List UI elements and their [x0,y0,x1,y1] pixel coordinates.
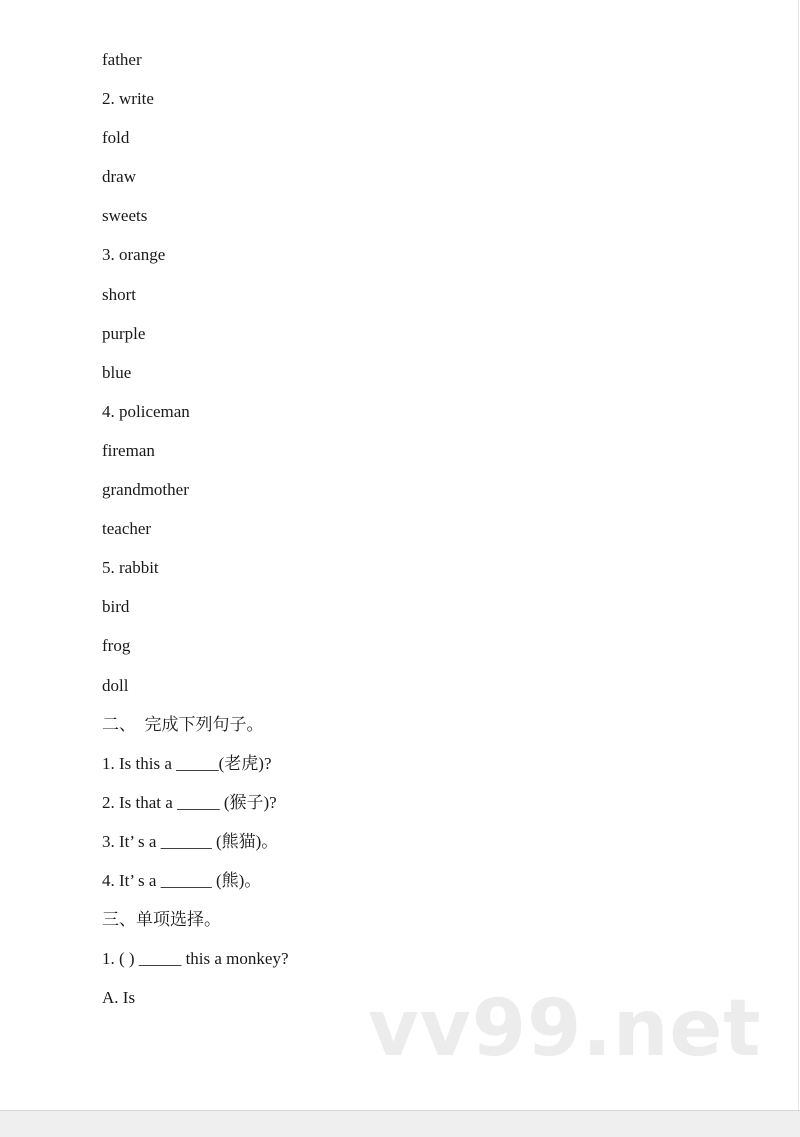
text-line: grandmother [102,480,189,500]
section-heading: 三、单项选择。 [102,910,221,930]
text-line: blue [102,362,132,382]
question-line: 1. Is this a _____(老虎)? [102,753,272,773]
text-line: bird [102,597,130,617]
document-text [102,49,289,1026]
text-line: doll [102,675,129,695]
text-line: frog [102,636,131,656]
question-line: 1. ( ) _____ this a monkey? [102,949,289,969]
text-line: fireman [102,440,155,460]
text-line: 4. policeman [102,401,190,421]
text-line: sweets [102,206,148,226]
question-line: 3. It’ s a ______ (熊猫)。 [102,831,279,851]
text-line: teacher [102,519,152,539]
page-bottom-edge [0,1110,800,1137]
text-line: draw [102,167,136,187]
text-line: purple [102,323,146,343]
watermark: vv99.net [368,984,762,1074]
section-heading: 二、 完成下列句子。 [102,714,264,734]
text-line: fold [102,128,130,148]
text-line: 2. write [102,89,154,109]
question-line: 2. Is that a _____ (猴子)? [102,792,277,812]
answer-option: A. Is [102,988,136,1008]
text-line: father [102,50,142,69]
question-line: 4. It’ s a ______ (熊)。 [102,870,262,890]
text-line: short [102,284,136,304]
text-line: 3. orange [102,245,166,265]
text-line: 5. rabbit [102,558,159,578]
